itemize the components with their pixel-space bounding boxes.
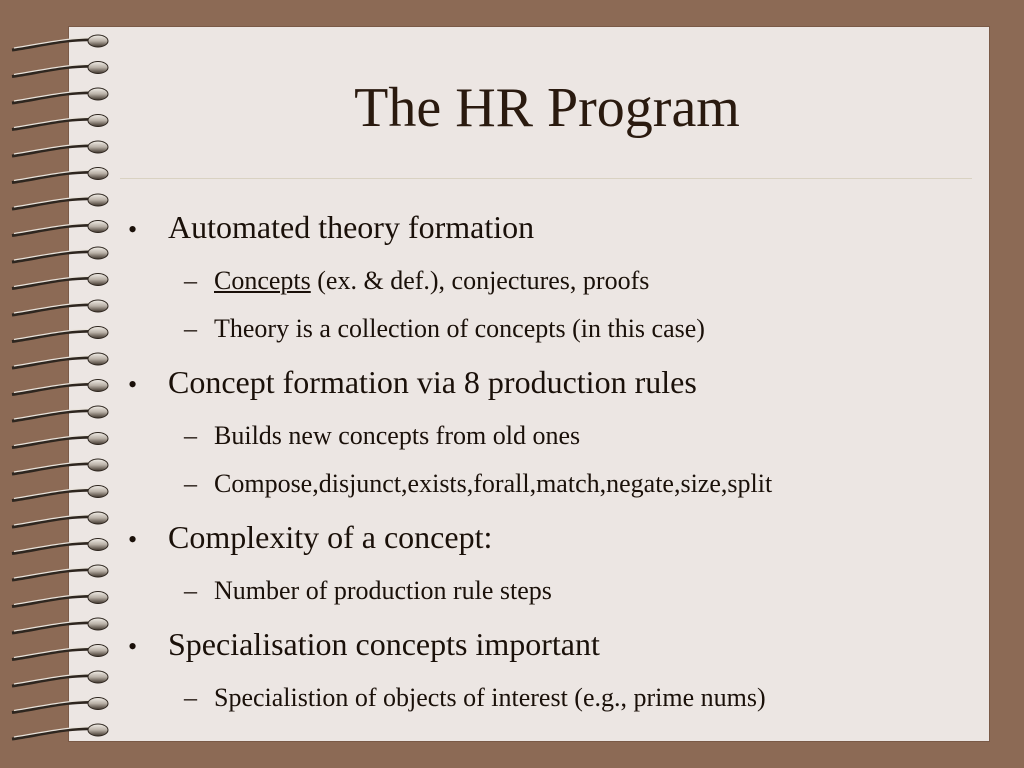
sub-bullet-text — [214, 263, 649, 299]
spiral-coil — [12, 194, 108, 209]
sub-bullet-text: Specialistion of objects of interest (e.g., prime nums) — [214, 683, 766, 712]
bullet-mark: • — [128, 370, 138, 399]
bullet-group — [128, 623, 978, 716]
spiral-coil — [12, 539, 108, 554]
bullet-text: Automated theory formation — [168, 209, 535, 245]
concepts-link[interactable]: Concepts — [214, 266, 311, 295]
spiral-coil — [12, 406, 108, 421]
spiral-coil — [12, 380, 108, 395]
spiral-coil — [12, 300, 108, 315]
sub-bullet-rest: (ex. & def.), conjectures, proofs — [310, 266, 650, 295]
sub-bullet-mark: – — [184, 314, 197, 343]
spiral-coil — [12, 486, 108, 501]
sub-bullet-item — [128, 311, 978, 347]
spiral-coil — [12, 724, 108, 739]
sub-bullet-mark: – — [184, 683, 197, 712]
sub-bullet-item — [128, 418, 978, 454]
spiral-coil — [12, 592, 108, 607]
spiral-coil — [12, 512, 108, 527]
sub-bullet-item — [128, 466, 978, 502]
sub-bullet-mark: – — [184, 421, 197, 450]
bullet-list — [128, 206, 978, 730]
sub-bullet-mark: – — [184, 576, 197, 605]
spiral-coil — [12, 327, 108, 342]
sub-bullet-text: Theory is a collection of concepts (in this case) — [214, 314, 705, 343]
sub-bullet-mark: – — [184, 266, 197, 295]
bullet-mark: • — [128, 632, 138, 661]
sub-bullet-item — [128, 573, 978, 609]
spiral-coil — [12, 168, 108, 183]
bullet-group — [128, 206, 978, 347]
bullet-item — [128, 206, 978, 251]
sub-bullet-text: Number of production rule steps — [214, 576, 552, 605]
sub-bullet-item — [128, 263, 978, 299]
spiral-coil — [12, 565, 108, 580]
bullet-text: Specialisation concepts important — [168, 626, 600, 662]
bullet-item — [128, 623, 978, 668]
bullet-text: Concept formation via 8 production rules — [168, 364, 697, 400]
spiral-coil — [12, 671, 108, 686]
sub-bullet-mark: – — [184, 469, 197, 498]
bullet-group — [128, 516, 978, 609]
bullet-mark: • — [128, 525, 138, 554]
spiral-coil — [12, 274, 108, 289]
bullet-group — [128, 361, 978, 502]
spiral-coil — [12, 35, 108, 50]
bullet-item — [128, 361, 978, 406]
title-divider — [120, 178, 972, 179]
spiral-coil — [12, 433, 108, 448]
sub-bullet-text: Builds new concepts from old ones — [214, 421, 581, 450]
bullet-item — [128, 516, 978, 561]
sub-bullet-text: Compose,disjunct,exists,forall,match,negate,size,split — [214, 469, 773, 498]
bullet-mark: • — [128, 215, 138, 244]
spiral-coil — [12, 221, 108, 236]
spiral-coil — [12, 353, 108, 368]
spiral-coil — [12, 698, 108, 713]
spiral-coil — [12, 62, 108, 77]
spiral-coil — [12, 618, 108, 633]
spiral-coil — [12, 141, 108, 156]
slide-title: The HR Program — [354, 77, 740, 139]
sub-bullet-item — [128, 680, 978, 716]
bullet-text: Complexity of a concept: — [168, 519, 493, 555]
spiral-coil — [12, 645, 108, 660]
spiral-coil — [12, 247, 108, 262]
spiral-coil — [12, 459, 108, 474]
